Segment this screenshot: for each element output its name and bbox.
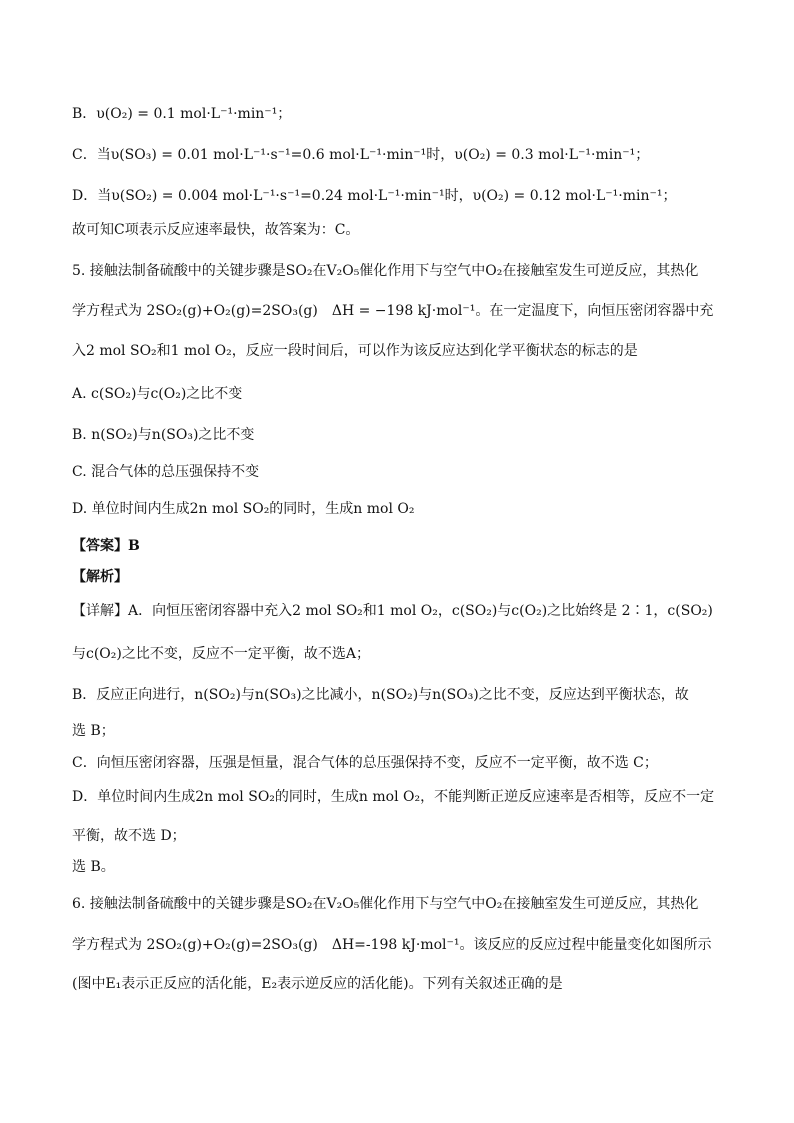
question-6-stem-line-2: 学方程式为 2SO₂(g)+O₂(g)=2SO₃(g) ΔH=-198 kJ·mol⁻¹。该反应的反应过程中能量变化如图所示 — [72, 937, 712, 953]
question-6-stem-line-3: (图中E₁表示正反应的活化能，E₂表示逆反应的活化能)。下列有关叙述正确的是 — [72, 976, 563, 992]
question-5-stem-line-3: 入2 mol SO₂和1 mol O₂，反应一段时间后，可以作为该反应达到化学平衡状态的标志的是 — [72, 343, 638, 359]
final-answer: 选 B。 — [72, 859, 115, 875]
conclusion-text: 故可知C项表示反应速率最快，故答案为：C。 — [72, 222, 360, 238]
explanation-b-line-1: B．反应正向进行，n(SO₂)与n(SO₃)之比减小，n(SO₂)与n(SO₃)之比不变，反应达到平衡状态，故 — [72, 687, 689, 703]
explanation-a-line-2: 与c(O₂)之比不变，反应不一定平衡，故不选A； — [72, 646, 370, 662]
option-b-rate: B．υ(O₂) = 0.1 mol·L⁻¹·min⁻¹； — [72, 106, 292, 122]
explanation-c: C．向恒压密闭容器，压强是恒量，混合气体的总压强保持不变，反应不一定平衡，故不选 C； — [72, 755, 658, 771]
analysis-label: 【解析】 — [72, 569, 128, 585]
explanation-b-line-2: 选 B； — [72, 723, 115, 739]
answer-label: 【答案】B — [72, 538, 140, 554]
option-c-rate: C．当υ(SO₃) = 0.01 mol·L⁻¹·s⁻¹=0.6 mol·L⁻¹·min⁻¹时，υ(O₂) = 0.3 mol·L⁻¹·min⁻¹； — [72, 147, 650, 163]
question-5-option-c: C. 混合气体的总压强保持不变 — [72, 464, 260, 480]
question-5-option-a: A. c(SO₂)与c(O₂)之比不变 — [72, 386, 243, 402]
question-5-stem-line-2: 学方程式为 2SO₂(g)+O₂(g)=2SO₃(g) ΔH = −198 kJ·mol⁻¹。在一定温度下，向恒压密闭容器中充 — [72, 303, 714, 319]
option-d-rate: D．当υ(SO₂) = 0.004 mol·L⁻¹·s⁻¹=0.24 mol·L⁻¹·min⁻¹时，υ(O₂) = 0.12 mol·L⁻¹·min⁻¹； — [72, 188, 677, 204]
question-6-stem-line-1: 6. 接触法制备硫酸中的关键步骤是SO₂在V₂O₅催化作用下与空气中O₂在接触室发生可逆反应，其热化 — [72, 896, 699, 912]
question-5-stem-line-1: 5. 接触法制备硫酸中的关键步骤是SO₂在V₂O₅催化作用下与空气中O₂在接触室发生可逆反应，其热化 — [72, 263, 699, 279]
explanation-d-line-1: D．单位时间内生成2n mol SO₂的同时，生成n mol O₂，不能判断正逆反应速率是否相等，反应不一定 — [72, 789, 715, 805]
question-5-option-d: D. 单位时间内生成2n mol SO₂的同时，生成n mol O₂ — [72, 501, 415, 517]
question-5-option-b: B. n(SO₂)与n(SO₃)之比不变 — [72, 427, 255, 443]
explanation-a-line-1: 【详解】A．向恒压密闭容器中充入2 mol SO₂和1 mol O₂，c(SO₂)与c(O₂)之比始终是 2∶1，c(SO₂) — [72, 603, 713, 619]
explanation-d-line-2: 平衡，故不选 D； — [72, 828, 186, 844]
